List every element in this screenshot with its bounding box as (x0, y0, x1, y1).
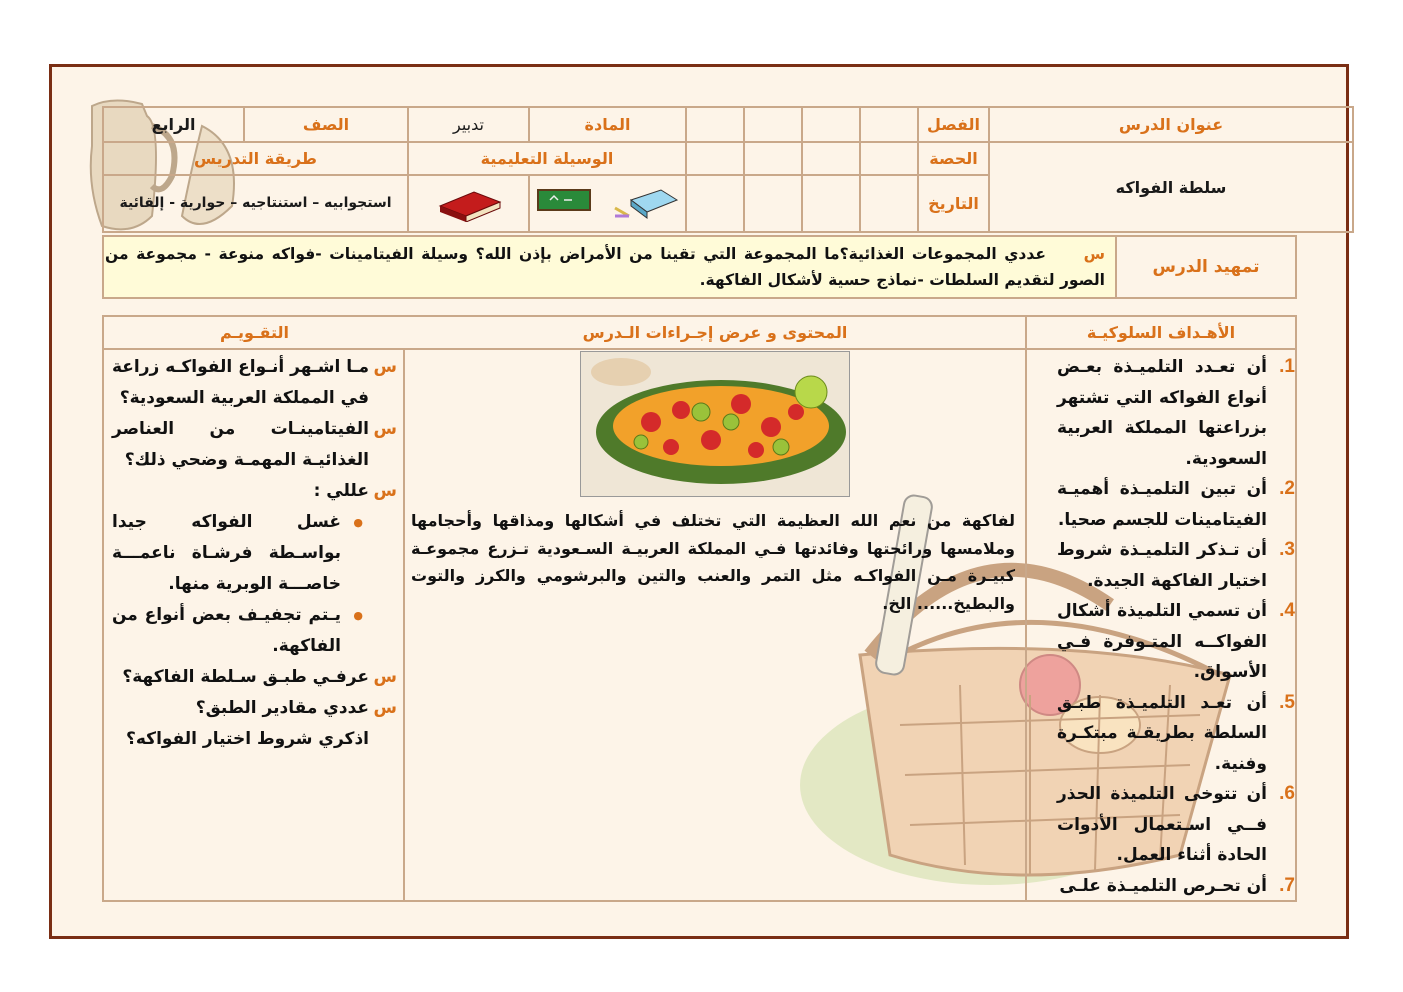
goal-item: 3. أن تـذكر التلميـذة شروط اختيار الفاكهة الجيدة. (1057, 539, 1295, 591)
empty-cell (860, 175, 918, 232)
empty-cell (744, 175, 802, 232)
content-column (403, 317, 1027, 900)
content-text: لفاكهة من نعم الله العظيمة التي تختلف في أشكالها ومذاقها وأحجامها وملامسها ورائحتها وفائدتها فـي المملكة العربيـة السـعودية تـزرع مجموعـة كبيـرة مـن الفواكـه مثل التمر والعنب والتين والبرشومي والكرز والتوت والبطيخ...... الخ. (411, 511, 1015, 613)
goals-list (1027, 350, 1295, 901)
goal-item: 6. أن تتوخى التلميذة الحذر فــي اسـتعمال الأدوات الحادة أثناء العمل. (1057, 783, 1295, 865)
content-header: المحتوى و عرض إجـراءات الـدرس (405, 317, 1025, 350)
book-icon (434, 186, 504, 222)
eval-question: اذكري شروط اختيار الفواكه؟ (126, 729, 369, 749)
eval-question: س الفيتامينـات من العناصر الغذائيـة المهمـة وضحي ذلك؟ (112, 419, 397, 470)
lesson-header-table (102, 106, 1354, 233)
eval-question: س عددي مقادير الطبق؟ (195, 698, 397, 718)
eval-question: س عرفـي طبـق سـلطة الفاكهة؟ (122, 667, 397, 687)
eval-question: س عللي : (313, 481, 397, 501)
empty-cell (802, 107, 860, 142)
intro-label: تمهيد الدرس (1115, 237, 1295, 297)
aids-icons-cell (408, 175, 529, 232)
evaluation-questions (104, 350, 405, 755)
eval-question: س مـا اشـهر أنـواع الفواكـه زراعة في المملكة العربية السعودية؟ (112, 357, 397, 408)
subject-label: المادة (529, 107, 686, 142)
subject-value: تدبير (408, 107, 529, 142)
empty-cell (686, 107, 744, 142)
empty-cell (686, 175, 744, 232)
evaluation-header: التقـويـم (104, 317, 405, 350)
empty-cell (860, 107, 918, 142)
lesson-intro (102, 235, 1297, 299)
class-label: الصف (244, 107, 408, 142)
goal-item: 7. أن تحـرص التلميـذة علـى (1059, 874, 1295, 896)
method-label: طريقة التدريس (103, 142, 408, 175)
goals-header: الأهـداف السلوكيـة (1027, 317, 1295, 350)
empty-cell (744, 142, 802, 175)
goals-column (1027, 317, 1295, 900)
evaluation-column (104, 317, 405, 900)
question-marker: س (1083, 245, 1106, 263)
goal-item: 5. أن تعـد التلميـذة طبـق السلطة بطريقـة مبتكـرة وفنية. (1057, 691, 1295, 774)
eval-bullet: ● غسل الفواكه جيدا بواسـطة فرشـاة ناعمـــة خاصـــة الوبرية منها. (112, 507, 341, 600)
goal-item: 4. أن تسمي التلميذة أشكال الفواكــه المتـوفرة فـي الأسواق. (1057, 600, 1295, 682)
empty-cell (802, 175, 860, 232)
method-value: استجوابيه – استنتاجيه – حوارية - إلقائية (103, 175, 408, 232)
date-label: التاريخ (918, 175, 989, 232)
empty-cell (860, 142, 918, 175)
goal-item: 1. أن تعـدد التلميـذة بعـض أنواع الفواكه التي تشتهر بزراعتها المملكة العربية السعودية. (1057, 356, 1295, 469)
class-value: الرابع (103, 107, 244, 142)
lesson-body-table (102, 315, 1297, 902)
empty-cell (802, 142, 860, 175)
intro-text: عددي المجموعات الغذائية؟ما المجموعة التي تقينا من الأمراض بإذن الله؟ وسيلة الفيتامينات -فواكه منوعة - مجموعة من الصور لتقديم السلطات -نماذج حسية لأشكال الفاكهة. (105, 245, 1105, 289)
period-label: الحصة (918, 142, 989, 175)
aids-icons-cell-2 (529, 175, 686, 232)
lesson-title-value: سلطة الفواكه (989, 142, 1353, 232)
eval-bullet: ● يـتم تجفيـف بعض أنواع من الفاكهة. (112, 600, 341, 662)
empty-cell (686, 142, 744, 175)
eval-bullet-list (112, 507, 369, 662)
lesson-title-label: عنوان الدرس (989, 107, 1353, 142)
empty-cell (744, 107, 802, 142)
chalkboard-icon (534, 186, 594, 216)
semester-label: الفصل (918, 107, 989, 142)
fruit-salad-image (580, 351, 850, 497)
goal-item: 2. أن تبين التلميـذة أهميـة الفيتامينات للجسم صحيا. (1057, 478, 1295, 530)
aids-label: الوسيلة التعليمية (408, 142, 686, 175)
intro-text-block (105, 241, 1105, 293)
chalk-eraser-icon (611, 186, 681, 222)
